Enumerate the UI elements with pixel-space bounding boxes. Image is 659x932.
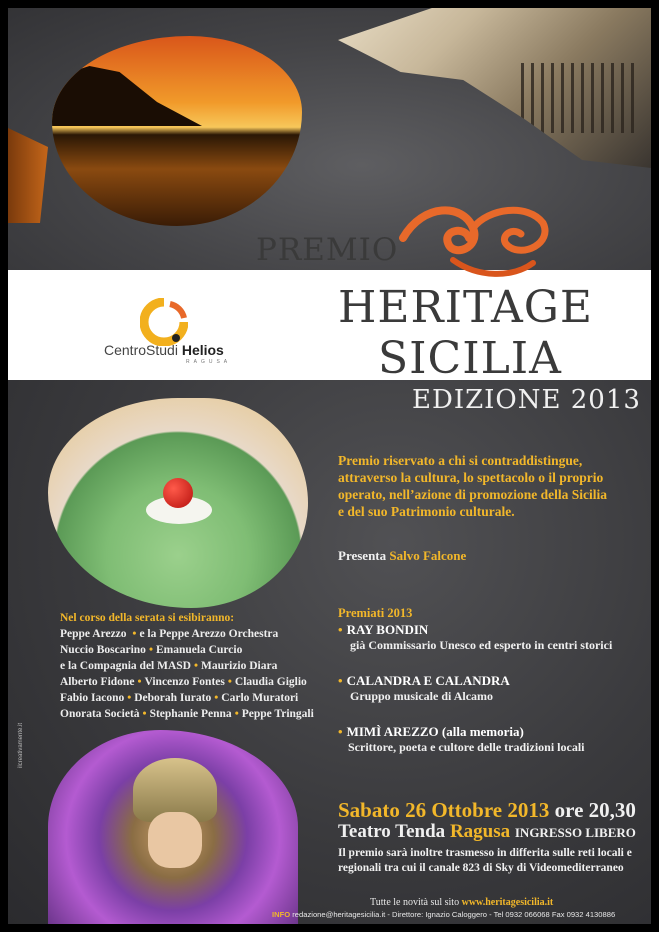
performer: Onorata Società: [60, 708, 140, 720]
performer: Fabio Iacono: [60, 692, 125, 704]
performer: Peppe Tringali: [241, 708, 314, 720]
intro-line: operato, nell’azione di promozione della Sicilia: [338, 487, 607, 502]
orange-swirl-ornament: [393, 198, 553, 283]
logo-wordmark: [104, 342, 224, 358]
performer: Alberto Fidone: [60, 676, 135, 688]
website-text: Tutte le novità sul sito: [370, 897, 460, 908]
intro-line: Premio riservato a chi si contraddistingue,: [338, 453, 583, 468]
separator-bullet: •: [132, 628, 137, 640]
awardee-item: [338, 724, 585, 755]
separator-bullet: •: [193, 660, 199, 672]
performers-line: [60, 676, 307, 688]
presenter-label: Presenta: [338, 548, 387, 563]
performer: e la Compagnia del MASD: [60, 660, 191, 672]
intro-line: e del suo Patrimonio culturale.: [338, 504, 515, 519]
performer: la Peppe Arezzo Orchestra: [147, 628, 279, 640]
logo-city: RAGUSA: [186, 359, 232, 365]
event-venue: [338, 821, 636, 843]
intro-paragraph: [338, 452, 607, 520]
venue-city: Ragusa: [449, 821, 511, 842]
presenter-line: [338, 548, 466, 564]
performer: Claudia Giglio: [234, 676, 307, 688]
awardees-title: Premiati 2013: [338, 606, 413, 620]
logo-name-part2: Helios: [181, 342, 224, 358]
performers-line: [60, 628, 278, 640]
performers-line: [60, 644, 242, 656]
helios-logo-icon: [140, 298, 188, 346]
performer: Maurizio Diara: [201, 660, 278, 672]
separator-bullet: •: [214, 692, 219, 704]
performer-joiner: e: [139, 628, 145, 640]
awardee-desc: Gruppo musicale di Alcamo: [350, 689, 494, 703]
bullet-icon: •: [338, 673, 343, 688]
event-time: ore 20,30: [554, 798, 636, 822]
awardee-name: CALANDRA E CALANDRA: [346, 673, 510, 688]
awardee-desc: già Commissario Unesco ed esperto in centri storici: [350, 638, 613, 652]
separator-bullet: •: [142, 708, 147, 720]
awardee-item: [338, 622, 612, 653]
website-line: [370, 897, 553, 908]
bullet-icon: •: [338, 622, 343, 637]
separator-bullet: •: [127, 692, 132, 704]
performer: Emanuela Curcio: [155, 644, 243, 656]
separator-bullet: •: [137, 676, 142, 688]
performer: Nuccio Boscarino: [60, 644, 146, 656]
puppet-face: [148, 812, 202, 868]
title-premio: PREMIO: [256, 232, 399, 268]
entry-info: INGRESSO LIBERO: [514, 825, 636, 840]
awardee-name: MIMÌ AREZZO (alla memoria): [346, 724, 524, 739]
bullet-icon: •: [338, 724, 343, 739]
presenter-name: Salvo Falcone: [389, 548, 467, 563]
info-label: INFO: [272, 910, 291, 919]
edition-label: EDIZIONE 2013: [412, 385, 641, 415]
separator-bullet: •: [148, 644, 153, 656]
broadcast-line: Il premio sarà inoltre trasmesso in differita sulle reti locali e: [338, 847, 632, 859]
awardee-item: [338, 673, 510, 704]
title-heritage: HERITAGE: [338, 282, 593, 333]
performer: Carlo Muratori: [221, 692, 299, 704]
performers-title: Nel corso della serata si esibiranno:: [60, 612, 235, 624]
performer: Vincenzo Fontes: [144, 676, 225, 688]
cliff-silhouette: [52, 66, 202, 126]
intro-line: attraverso la cultura, lo spettacolo o il proprio: [338, 470, 604, 485]
performers-line: [60, 692, 298, 704]
logo-name-part1: CentroStudi: [104, 342, 178, 358]
event-date-text: Sabato 26 Ottobre 2013: [338, 798, 550, 822]
contacts-line: [272, 910, 615, 919]
separator-bullet: •: [227, 676, 232, 688]
broadcast-note: [338, 846, 632, 876]
title-sicilia: SICILIA: [378, 333, 562, 384]
performers-line: [60, 708, 314, 720]
candied-cherry: [163, 478, 193, 508]
performer: Peppe Arezzo: [60, 628, 127, 640]
balcony-railing: [521, 63, 641, 133]
broadcast-line: regionali tra cui il canale 823 di Sky di Videomediterraneo: [338, 862, 624, 874]
awardee-desc: Scrittore, poeta e cultore delle tradizioni locali: [348, 740, 585, 754]
performer: Stephanie Penna: [149, 708, 232, 720]
performers-line: [60, 660, 277, 672]
venue-name: Teatro Tenda: [338, 821, 446, 842]
separator-bullet: •: [234, 708, 239, 720]
awardee-name: RAY BONDIN: [346, 622, 429, 637]
website-link[interactable]: www.heritagesicilia.it: [461, 897, 554, 908]
performer: Deborah Iurato: [134, 692, 212, 704]
designer-credit: ilcreativamente.it: [18, 722, 24, 768]
event-date: [338, 798, 636, 823]
contacts-text: redazione@heritagesicilia.it - Direttore: Ignazio Caloggero - Tel 0932 066068 Fax 0932 4130886: [292, 910, 616, 919]
poster: [8, 8, 651, 924]
